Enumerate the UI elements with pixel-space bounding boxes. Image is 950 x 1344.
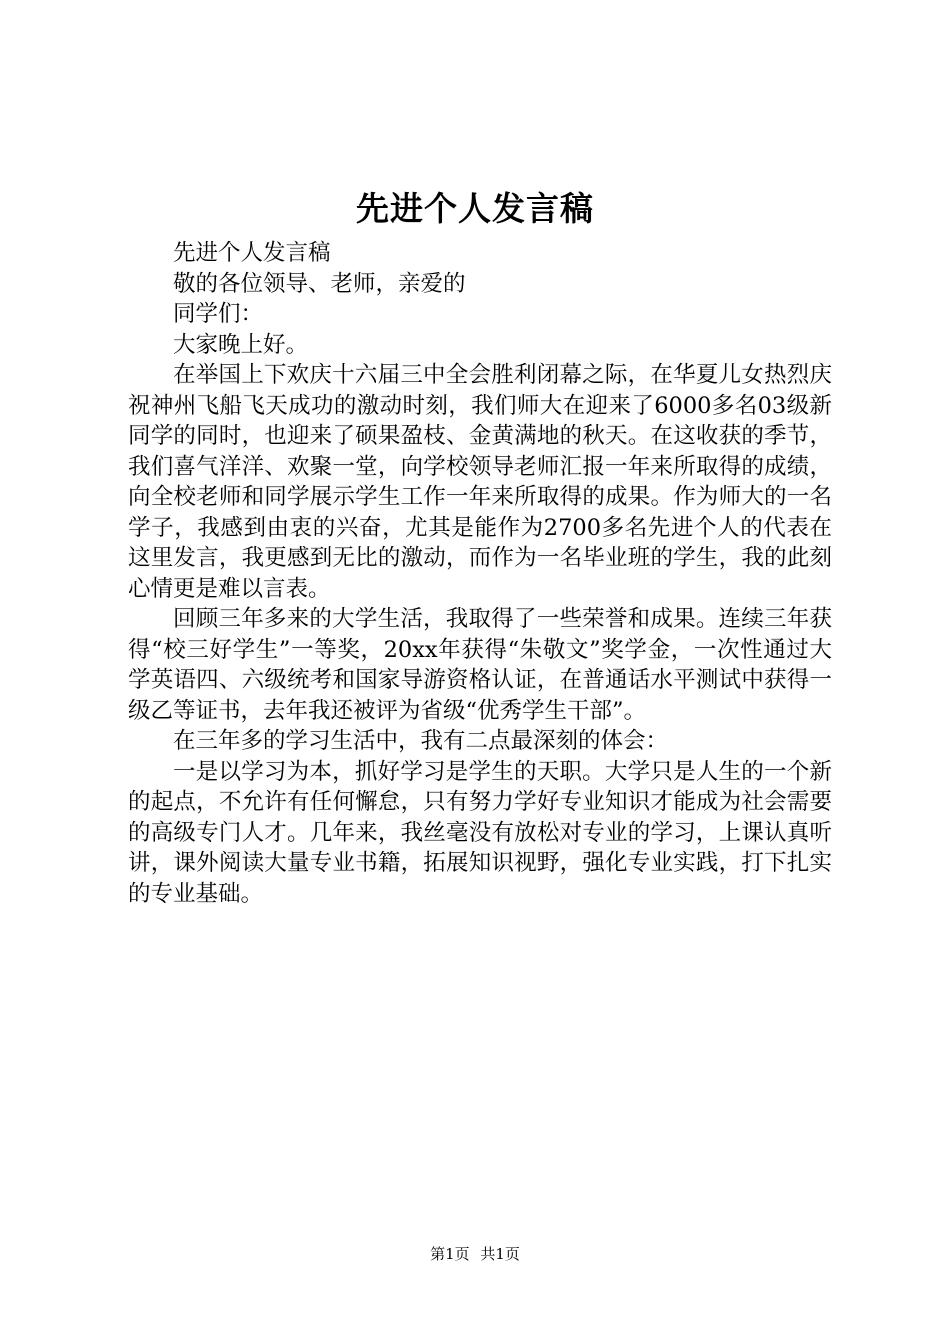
paragraph-reflection-lead: 在三年多的学习生活中，我有二点最深刻的体会：	[173, 728, 669, 754]
paragraph-intro: 在举国上下欢庆十六届三中全会胜利闭幕之际，在华夏儿女热烈庆祝神州飞船飞天成功的激动时刻，我们师大在迎来了6000多名03级新同学的同时，也迎来了硕果盈枝、金黄满地的秋天。在这收获的季节，我们喜气洋洋、欢聚一堂，向学校领导老师汇报一年来所取得的成绩，向全校老师和同学展示学生工作一年来所取得的成果。作为师大的一名学子，我感到由衷的兴奋，尤其是能作为2700多名先进个人的代表在这里发言，我更感到无比的激动，而作为一名毕业班的学生，我的此刻心情更是难以言表。	[128, 362, 832, 602]
paragraph-salutation-continued: 同学们：	[173, 301, 264, 327]
page-footer	[0, 1242, 950, 1266]
paragraph-achievements: 回顾三年多来的大学生活，我取得了一些荣誉和成果。连续三年获得“校三好学生”一等奖，20xx年获得“朱敬文”奖学金，一次性通过大学英语四、六级统考和国家导游资格认证，在普通话水平测试中获得一级乙等证书，去年我还被评为省级“优秀学生干部”。	[128, 606, 832, 724]
page-total: 共1页	[480, 1245, 520, 1263]
page-title: 先进个人发言稿	[356, 189, 594, 228]
paragraph-point-one: 一是以学习为本，抓好学习是学生的天职。大学只是人生的一个新的起点，不允许有任何懈怠，只有努力学好专业知识才能成为社会需要的高级专门人才。几年来，我丝毫没有放松对专业的学习，上课认真听讲，课外阅读大量专业书籍，拓展知识视野，强化专业实践，打下扎实的专业基础。	[128, 758, 832, 907]
paragraph-salutation: 敬的各位领导、老师，亲爱的	[173, 270, 466, 297]
document-body	[128, 238, 832, 909]
paragraph-greeting: 大家晚上好。	[173, 331, 309, 358]
paragraph-heading: 先进个人发言稿	[173, 240, 331, 266]
page-number: 第1页	[430, 1245, 470, 1263]
